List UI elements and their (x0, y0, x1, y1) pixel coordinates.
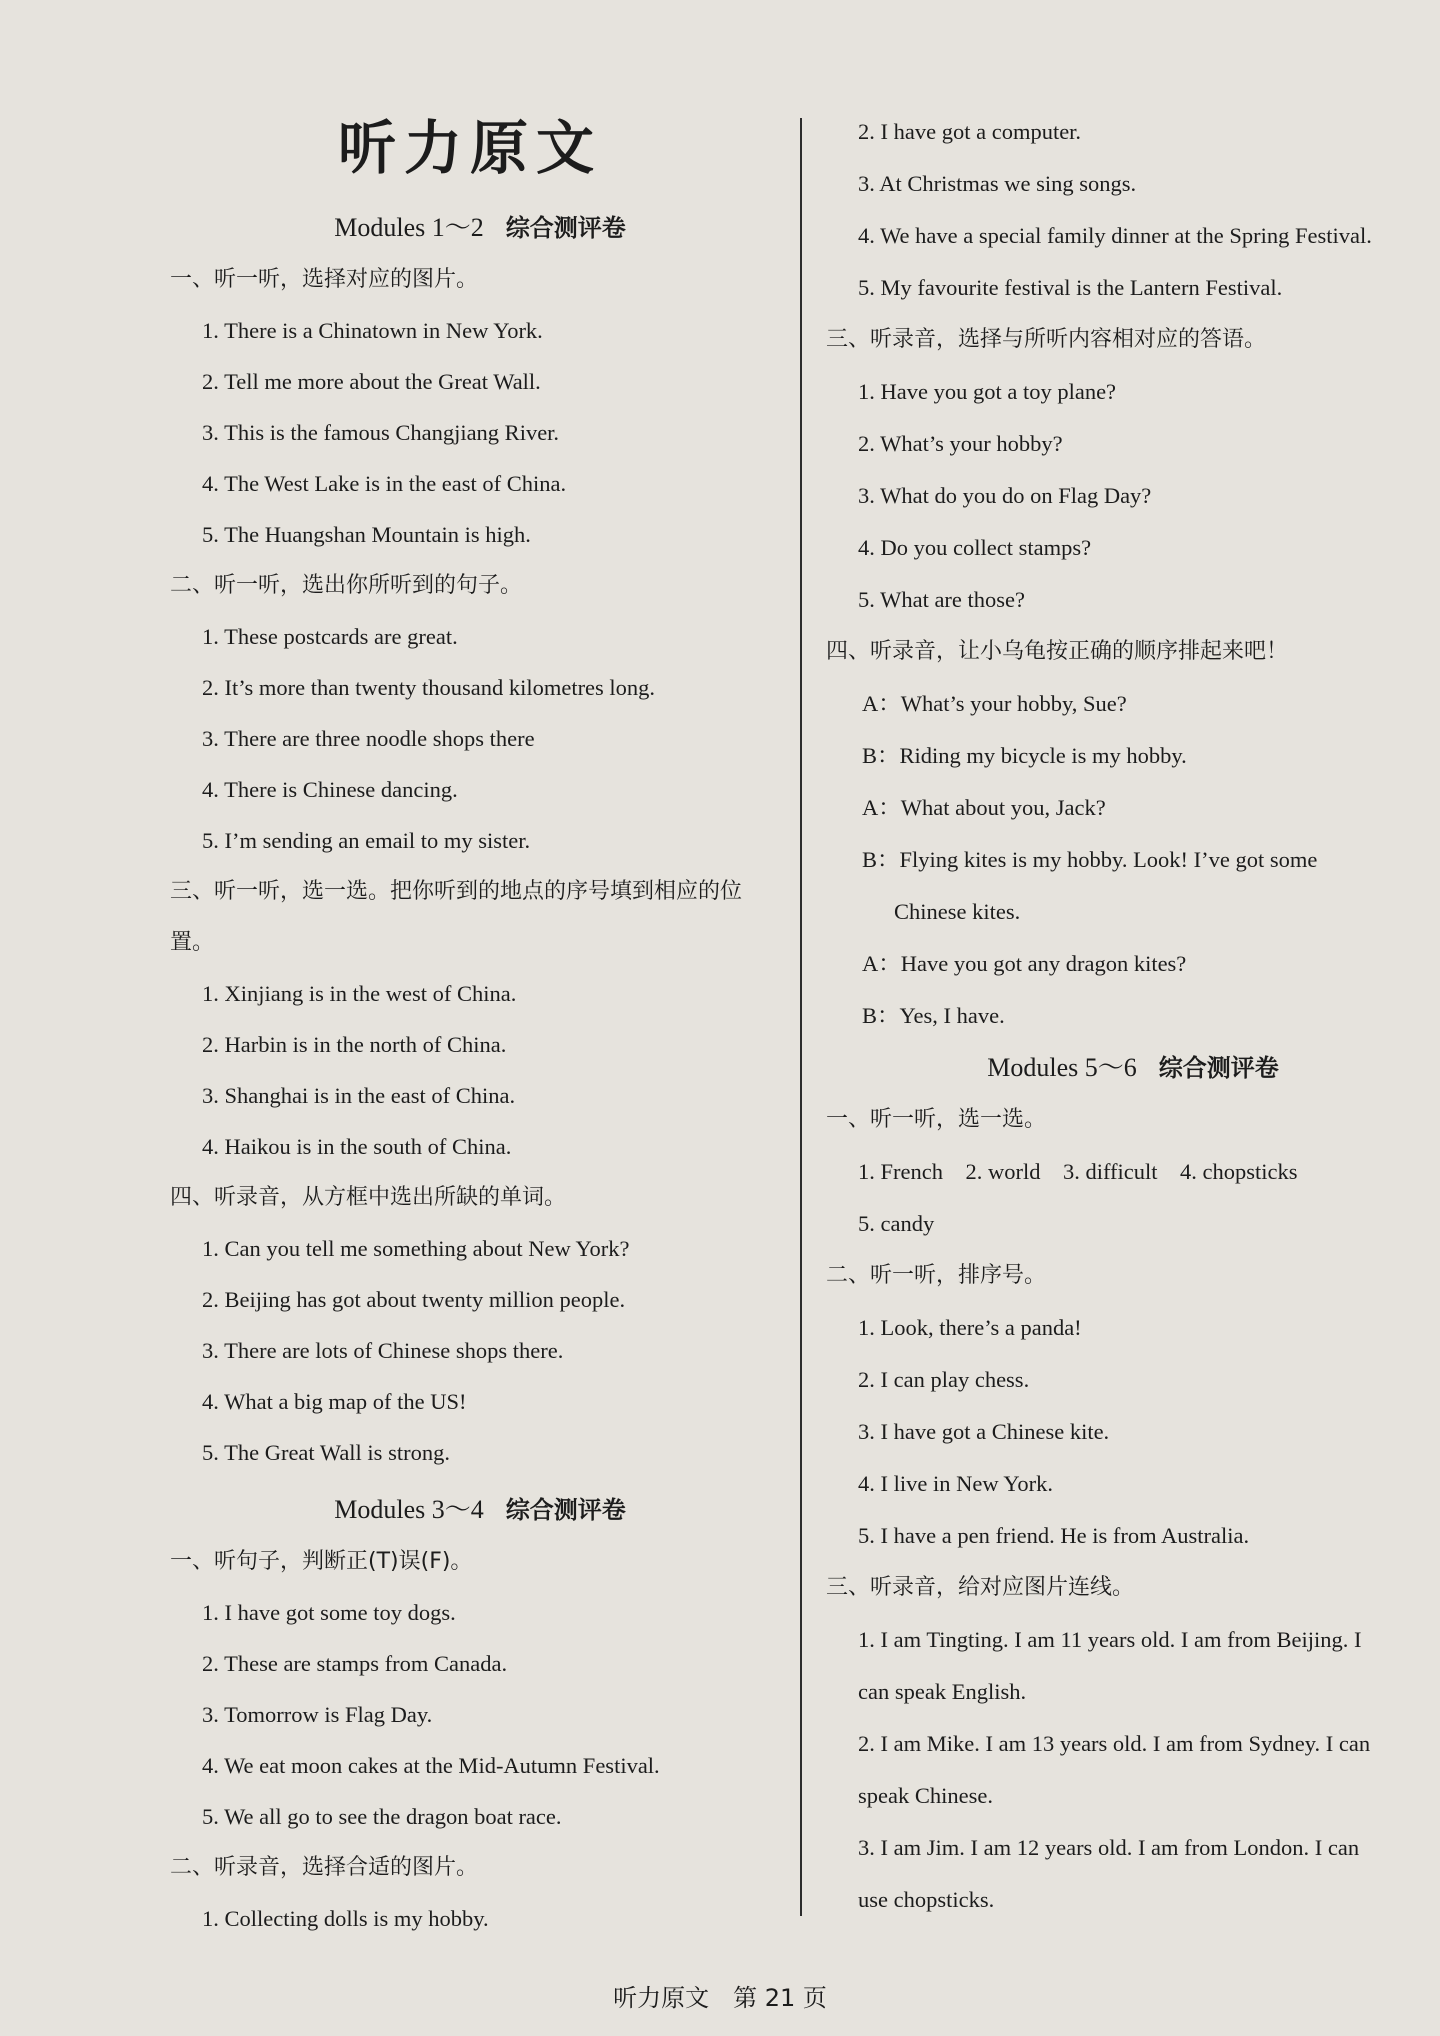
module-3-4-title: Modules 3～4 综合测评卷 (334, 1495, 626, 1524)
list-item: 3. Shanghai is in the east of China. (202, 1083, 516, 1108)
list-item: 2. Harbin is in the north of China. (202, 1032, 507, 1057)
list-item: 3. At Christmas we sing songs. (858, 171, 1137, 196)
list-item: 5. The Huangshan Mountain is high. (202, 522, 531, 547)
list-item: 2. These are stamps from Canada. (202, 1651, 508, 1676)
list-item: 1. Look, there’s a panda! (858, 1315, 1082, 1340)
list-item: 1. There is a Chinatown in New York. (202, 318, 543, 343)
word-list: 1. French 2. world 3. difficult 4. chopsticks (858, 1159, 1298, 1184)
page-title: 听力原文 (337, 114, 602, 182)
dialog-line: B：Riding my bicycle is my hobby. (862, 743, 1187, 768)
list-item: 4. Haikou is in the south of China. (202, 1134, 512, 1159)
section-heading: 一、听一听，选一选。 (826, 1107, 1047, 1132)
section-heading: 一、听句子，判断正(T)误(F)。 (170, 1549, 473, 1574)
section-heading: 二、听录音，选择合适的图片。 (170, 1855, 479, 1880)
list-item: 1. These postcards are great. (202, 624, 458, 649)
module-5-6-title: Modules 5～6 综合测评卷 (987, 1053, 1279, 1082)
list-item: 2. I am Mike. I am 13 years old. I am from Sydney. I can (858, 1731, 1371, 1756)
left-column (170, 100, 790, 1944)
section-heading: 二、听一听，排序号。 (826, 1263, 1047, 1288)
list-item-continued: can speak English. (858, 1679, 1027, 1704)
list-item: 3. There are lots of Chinese shops there. (202, 1338, 564, 1363)
list-item: 4. What a big map of the US! (202, 1389, 467, 1414)
module-1-2-title: Modules 1～2 综合测评卷 (334, 213, 626, 242)
list-item: 1. Have you got a toy plane? (858, 379, 1117, 404)
list-item: 2. I have got a computer. (858, 119, 1082, 144)
section-heading: 一、听一听，选择对应的图片。 (170, 267, 479, 292)
list-item: 5. I have a pen friend. He is from Australia. (858, 1523, 1250, 1548)
word-list: 5. candy (858, 1211, 935, 1236)
list-item: 3. There are three noodle shops there (202, 726, 535, 751)
list-item: 4. There is Chinese dancing. (202, 777, 458, 802)
list-item: 2. Beijing has got about twenty million people. (202, 1287, 626, 1312)
list-item: 2. I can play chess. (858, 1367, 1030, 1392)
page-footer: 听力原文 第 21 页 (613, 1984, 827, 2012)
column-divider (800, 118, 802, 1916)
list-item: 3. I am Jim. I am 12 years old. I am from London. I can (858, 1835, 1360, 1860)
list-item-continued: speak Chinese. (858, 1783, 993, 1808)
section-heading: 二、听一听，选出你所听到的句子。 (170, 573, 523, 598)
section-heading: 四、听录音，从方框中选出所缺的单词。 (170, 1185, 567, 1210)
list-item: 1. I have got some toy dogs. (202, 1600, 456, 1625)
list-item: 4. We eat moon cakes at the Mid-Autumn Festival. (202, 1753, 660, 1778)
list-item: 2. Tell me more about the Great Wall. (202, 369, 541, 394)
list-item: 1. I am Tingting. I am 11 years old. I am from Beijing. I (858, 1627, 1362, 1652)
list-item: 5. The Great Wall is strong. (202, 1440, 450, 1465)
dialog-line: A：What about you, Jack? (862, 795, 1106, 820)
dialog-line: A：What’s your hobby, Sue? (862, 691, 1127, 716)
list-item: 5. We all go to see the dragon boat race. (202, 1804, 562, 1829)
list-item: 1. Can you tell me something about New York? (202, 1236, 630, 1261)
list-item-continued: use chopsticks. (858, 1887, 995, 1912)
section-heading: 三、听录音，选择与所听内容相对应的答语。 (826, 327, 1267, 352)
section-heading: 三、听一听，选一选。把你听到的地点的序号填到相应的位置。 (170, 879, 743, 955)
list-item: 3. Tomorrow is Flag Day. (202, 1702, 433, 1727)
section-heading: 四、听录音，让小乌龟按正确的顺序排起来吧！ (826, 639, 1289, 664)
right-column (826, 106, 1440, 1926)
list-item: 4. I live in New York. (858, 1471, 1053, 1496)
list-item: 3. What do you do on Flag Day? (858, 483, 1152, 508)
list-item: 1. Collecting dolls is my hobby. (202, 1906, 489, 1931)
list-item: 4. We have a special family dinner at the Spring Festival. (858, 223, 1372, 248)
list-item: 3. I have got a Chinese kite. (858, 1419, 1110, 1444)
list-item: 5. My favourite festival is the Lantern Festival. (858, 275, 1283, 300)
list-item: 1. Xinjiang is in the west of China. (202, 981, 517, 1006)
section-heading: 三、听录音，给对应图片连线。 (826, 1575, 1135, 1600)
list-item: 5. I’m sending an email to my sister. (202, 828, 531, 853)
list-item: 4. The West Lake is in the east of China. (202, 471, 567, 496)
list-item: 2. What’s your hobby? (858, 431, 1063, 456)
list-item: 5. What are those? (858, 587, 1026, 612)
list-item: 3. This is the famous Changjiang River. (202, 420, 560, 445)
list-item: 4. Do you collect stamps? (858, 535, 1092, 560)
dialog-line: A：Have you got any dragon kites? (862, 951, 1187, 976)
list-item: 2. It’s more than twenty thousand kilometres long. (202, 675, 656, 700)
dialog-line-continued: Chinese kites. (894, 899, 1021, 924)
dialog-line: B：Yes, I have. (862, 1003, 1005, 1028)
dialog-line: B：Flying kites is my hobby. Look! I’ve got some (862, 847, 1318, 872)
